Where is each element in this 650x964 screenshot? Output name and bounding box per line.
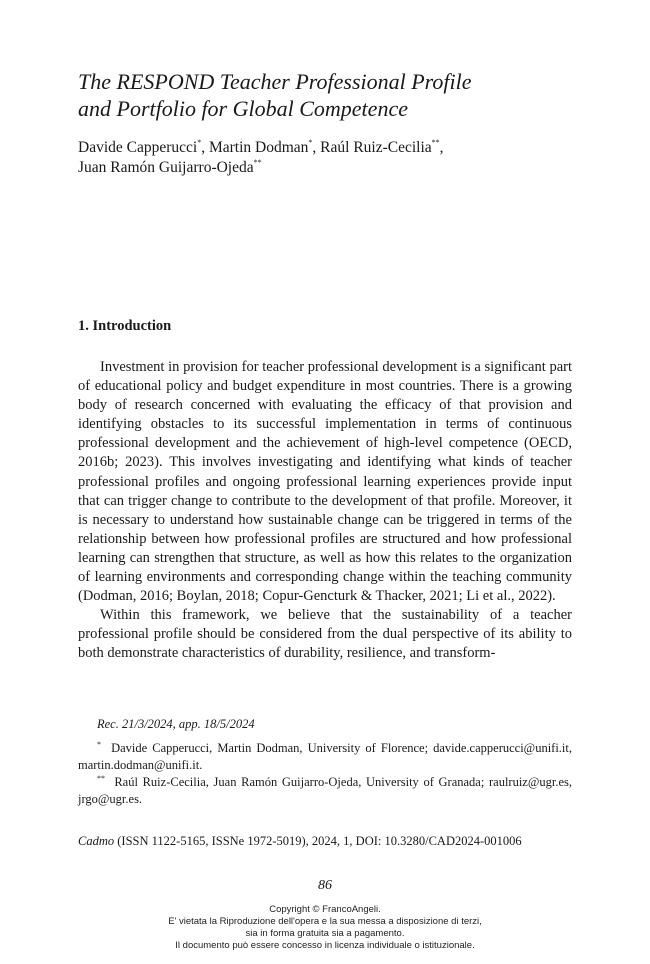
received-date: Rec. 21/3/2024, app. 18/5/2024 bbox=[97, 717, 255, 731]
author-mark: ** bbox=[253, 158, 262, 167]
citation-details: (ISSN 1122-5165, ISSNe 1972-5019), 2024, 1, DOI: 10.3280/CAD2024-001006 bbox=[114, 834, 522, 848]
journal-citation bbox=[78, 834, 572, 849]
copyright-line: sia in forma gratuita sia a pagamento. bbox=[245, 928, 405, 939]
footnote bbox=[78, 740, 572, 774]
paragraph: Within this framework, we believe that the sustainability of a teacher professional profile should be considered from the dual perspective of its ability to both demonstrate characteristics of durability, resilience, and transform- bbox=[78, 607, 572, 662]
page-number: 86 bbox=[318, 878, 332, 893]
body-text bbox=[78, 358, 572, 664]
author-name: Juan Ramón Guijarro-Ojeda bbox=[78, 159, 254, 176]
author-name: Martin Dodman bbox=[208, 139, 309, 156]
author-separator: , bbox=[439, 139, 444, 156]
author-mark: ** bbox=[431, 138, 440, 147]
author-name: Davide Capperucci bbox=[78, 139, 198, 156]
author-separator: , bbox=[201, 139, 209, 156]
article-title bbox=[78, 68, 578, 122]
section-heading: 1. Introduction bbox=[78, 318, 172, 334]
copyright-line: Il documento può essere concesso in licenza individuale o istituzionale. bbox=[175, 940, 475, 951]
paragraph: Investment in provision for teacher professional development is a significant part of educational policy and budget expenditure in most countries. There is a growing body of research concerned with evaluating the efficacy of that provision and identifying obstacles to its successful implementation in terms of continuous professional development and the achievement of high-level competence (OECD, 2016b; 2023). This involves investigating and identifying what kinds of teacher professional profiles and ongoing professional learning experiences provide input that can trigger change to contribute to the development of that profile. Moreover, it is necessary to understand how sustainable change can be triggered in terms of the relationship between how professional profiles are structured and how professional learning can strengthen that structure, as well as how this relates to the organization of learning environments and corresponding change within the teaching community (Dodman, 2016; Boylan, 2018; Copur-Gencturk & Thacker, 2021; Li et al., 2022). bbox=[78, 359, 572, 605]
copyright-line: E' vietata la Riproduzione dell'opera e la sua messa a disposizione di terzi, bbox=[168, 916, 482, 927]
footnotes bbox=[78, 740, 572, 808]
footnote-text: Raúl Ruiz-Cecilia, Juan Ramón Guijarro-Ojeda, University of Granada; raulruiz@ugr.es, jrgo@ugr.es. bbox=[78, 775, 573, 806]
journal-name: Cadmo bbox=[78, 834, 115, 848]
copyright-notice bbox=[0, 904, 650, 952]
author-list bbox=[78, 138, 578, 178]
author-mark: * bbox=[308, 138, 313, 147]
author-name: Raúl Ruiz-Cecilia bbox=[320, 139, 432, 156]
copyright-line: Copyright © FrancoAngeli. bbox=[269, 904, 381, 915]
footnote-mark: ** bbox=[97, 774, 105, 783]
title-line-2: and Portfolio for Global Competence bbox=[78, 96, 408, 121]
footnote bbox=[78, 774, 572, 808]
author-separator: , bbox=[312, 139, 321, 156]
footnote-text: Davide Capperucci, Martin Dodman, University of Florence; davide.capperucci@unifi.it, martin.dodman@unifi.it. bbox=[78, 741, 573, 772]
footnote-mark: * bbox=[97, 740, 101, 749]
author-mark: * bbox=[197, 138, 202, 147]
title-line-1: The RESPOND Teacher Professional Profile bbox=[78, 69, 472, 94]
